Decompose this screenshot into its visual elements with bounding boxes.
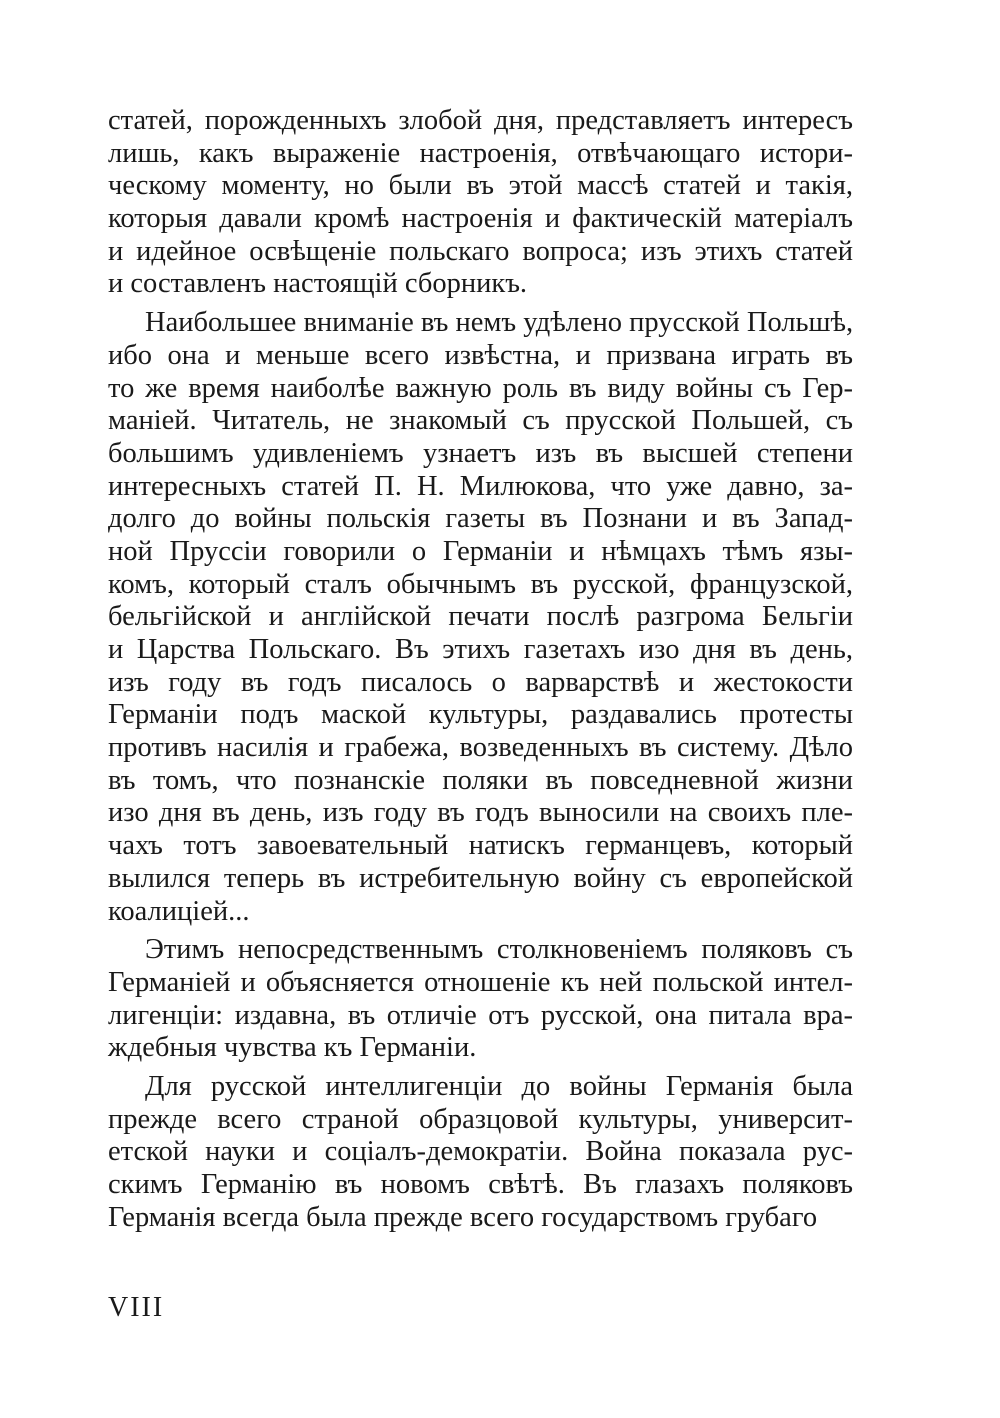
text-line: противъ насилія и грабежа, возведенныхъ въ систему. Дѣло	[108, 732, 853, 764]
paragraph	[108, 307, 853, 928]
text-line: чахъ тотъ завоевательный натискъ германцевъ, который	[108, 830, 853, 862]
text-line: маніей. Читатель, не знакомый съ прусской Польшей, съ	[108, 405, 853, 437]
text-line: ной Пруссіи говорили о Германіи и нѣмцахъ тѣмъ язы-	[108, 535, 853, 567]
text-line: етской науки и соціалъ-демократіи. Война показала рус-	[108, 1136, 853, 1168]
text-line: лигенціи: издавна, въ отличіе отъ русской, она питала вра-	[108, 999, 853, 1031]
text-line: вылился теперь въ истребительную войну съ европейской	[108, 862, 853, 894]
text-line: въ томъ, что познанскіе поляки въ повседневной жизни	[108, 764, 853, 796]
text-line: лишь, какъ выраженіе настроенія, отвѣчающаго истори-	[108, 137, 853, 169]
text-line: комъ, который сталъ обычнымъ въ русской, французской,	[108, 568, 853, 600]
text-line: то же время наиболѣе важную роль въ виду войны съ Гер-	[108, 372, 853, 404]
text-line: и Царства Польскаго. Въ этихъ газетахъ изо дня въ день,	[108, 634, 853, 665]
paragraph	[108, 934, 853, 1065]
text-line: Германія всегда была прежде всего государствомъ грубаго	[108, 1201, 818, 1233]
page-number: VIII	[108, 1292, 165, 1323]
text-line: ибо она и меньше всего извѣстна, и призвана играть въ	[108, 339, 853, 371]
text-line: Этимъ непосредственнымъ столкновеніемъ поляковъ съ	[145, 934, 853, 966]
text-line: которыя давали кромѣ настроенія и фактическій матеріалъ	[108, 203, 853, 235]
text-line: изъ году въ годъ писалось о варварствѣ и жестокости	[108, 666, 853, 698]
paragraph	[108, 105, 853, 301]
text-line: и идейное освѣщеніе польскаго вопроса; изъ этихъ статей	[108, 235, 853, 267]
text-line: долго до войны польскія газеты въ Познани и въ Запад-	[108, 503, 853, 535]
text-line: ждебныя чувства къ Германіи.	[108, 1032, 477, 1064]
text-line: и составленъ настоящій сборникъ.	[108, 268, 528, 300]
text-line: бельгійской и англійской печати послѣ разгрома Бельгіи	[108, 601, 853, 633]
paragraph	[108, 1071, 853, 1234]
text-line: Германіей и объясняется отношеніе къ ней польской интел-	[108, 966, 853, 998]
body-text	[108, 105, 853, 1240]
text-line: большимъ удивленіемъ узнаетъ изъ въ высшей степени	[108, 437, 853, 469]
text-line: интересныхъ статей П. Н. Милюкова, что уже давно, за-	[108, 470, 853, 502]
text-line: изо дня въ день, изъ году въ годъ выносили на своихъ пле-	[108, 797, 853, 829]
text-line: прежде всего страной образцовой культуры, университ-	[108, 1103, 853, 1135]
text-line: скимъ Германію въ новомъ свѣтѣ. Въ глазахъ поляковъ	[108, 1169, 853, 1200]
text-line: Германіи подъ маской культуры, раздавались протесты	[108, 699, 853, 731]
text-line: Наибольшее вниманіе въ немъ удѣлено прусской Польшѣ,	[145, 307, 854, 339]
text-line: статей, порожденныхъ злобой дня, представляетъ интересъ	[108, 105, 853, 136]
text-line: ческому моменту, но были въ этой массѣ статей и такія,	[108, 170, 853, 202]
text-line: коалиціей...	[108, 895, 250, 927]
text-line: Для русской интеллигенціи до войны Германія была	[145, 1070, 853, 1102]
